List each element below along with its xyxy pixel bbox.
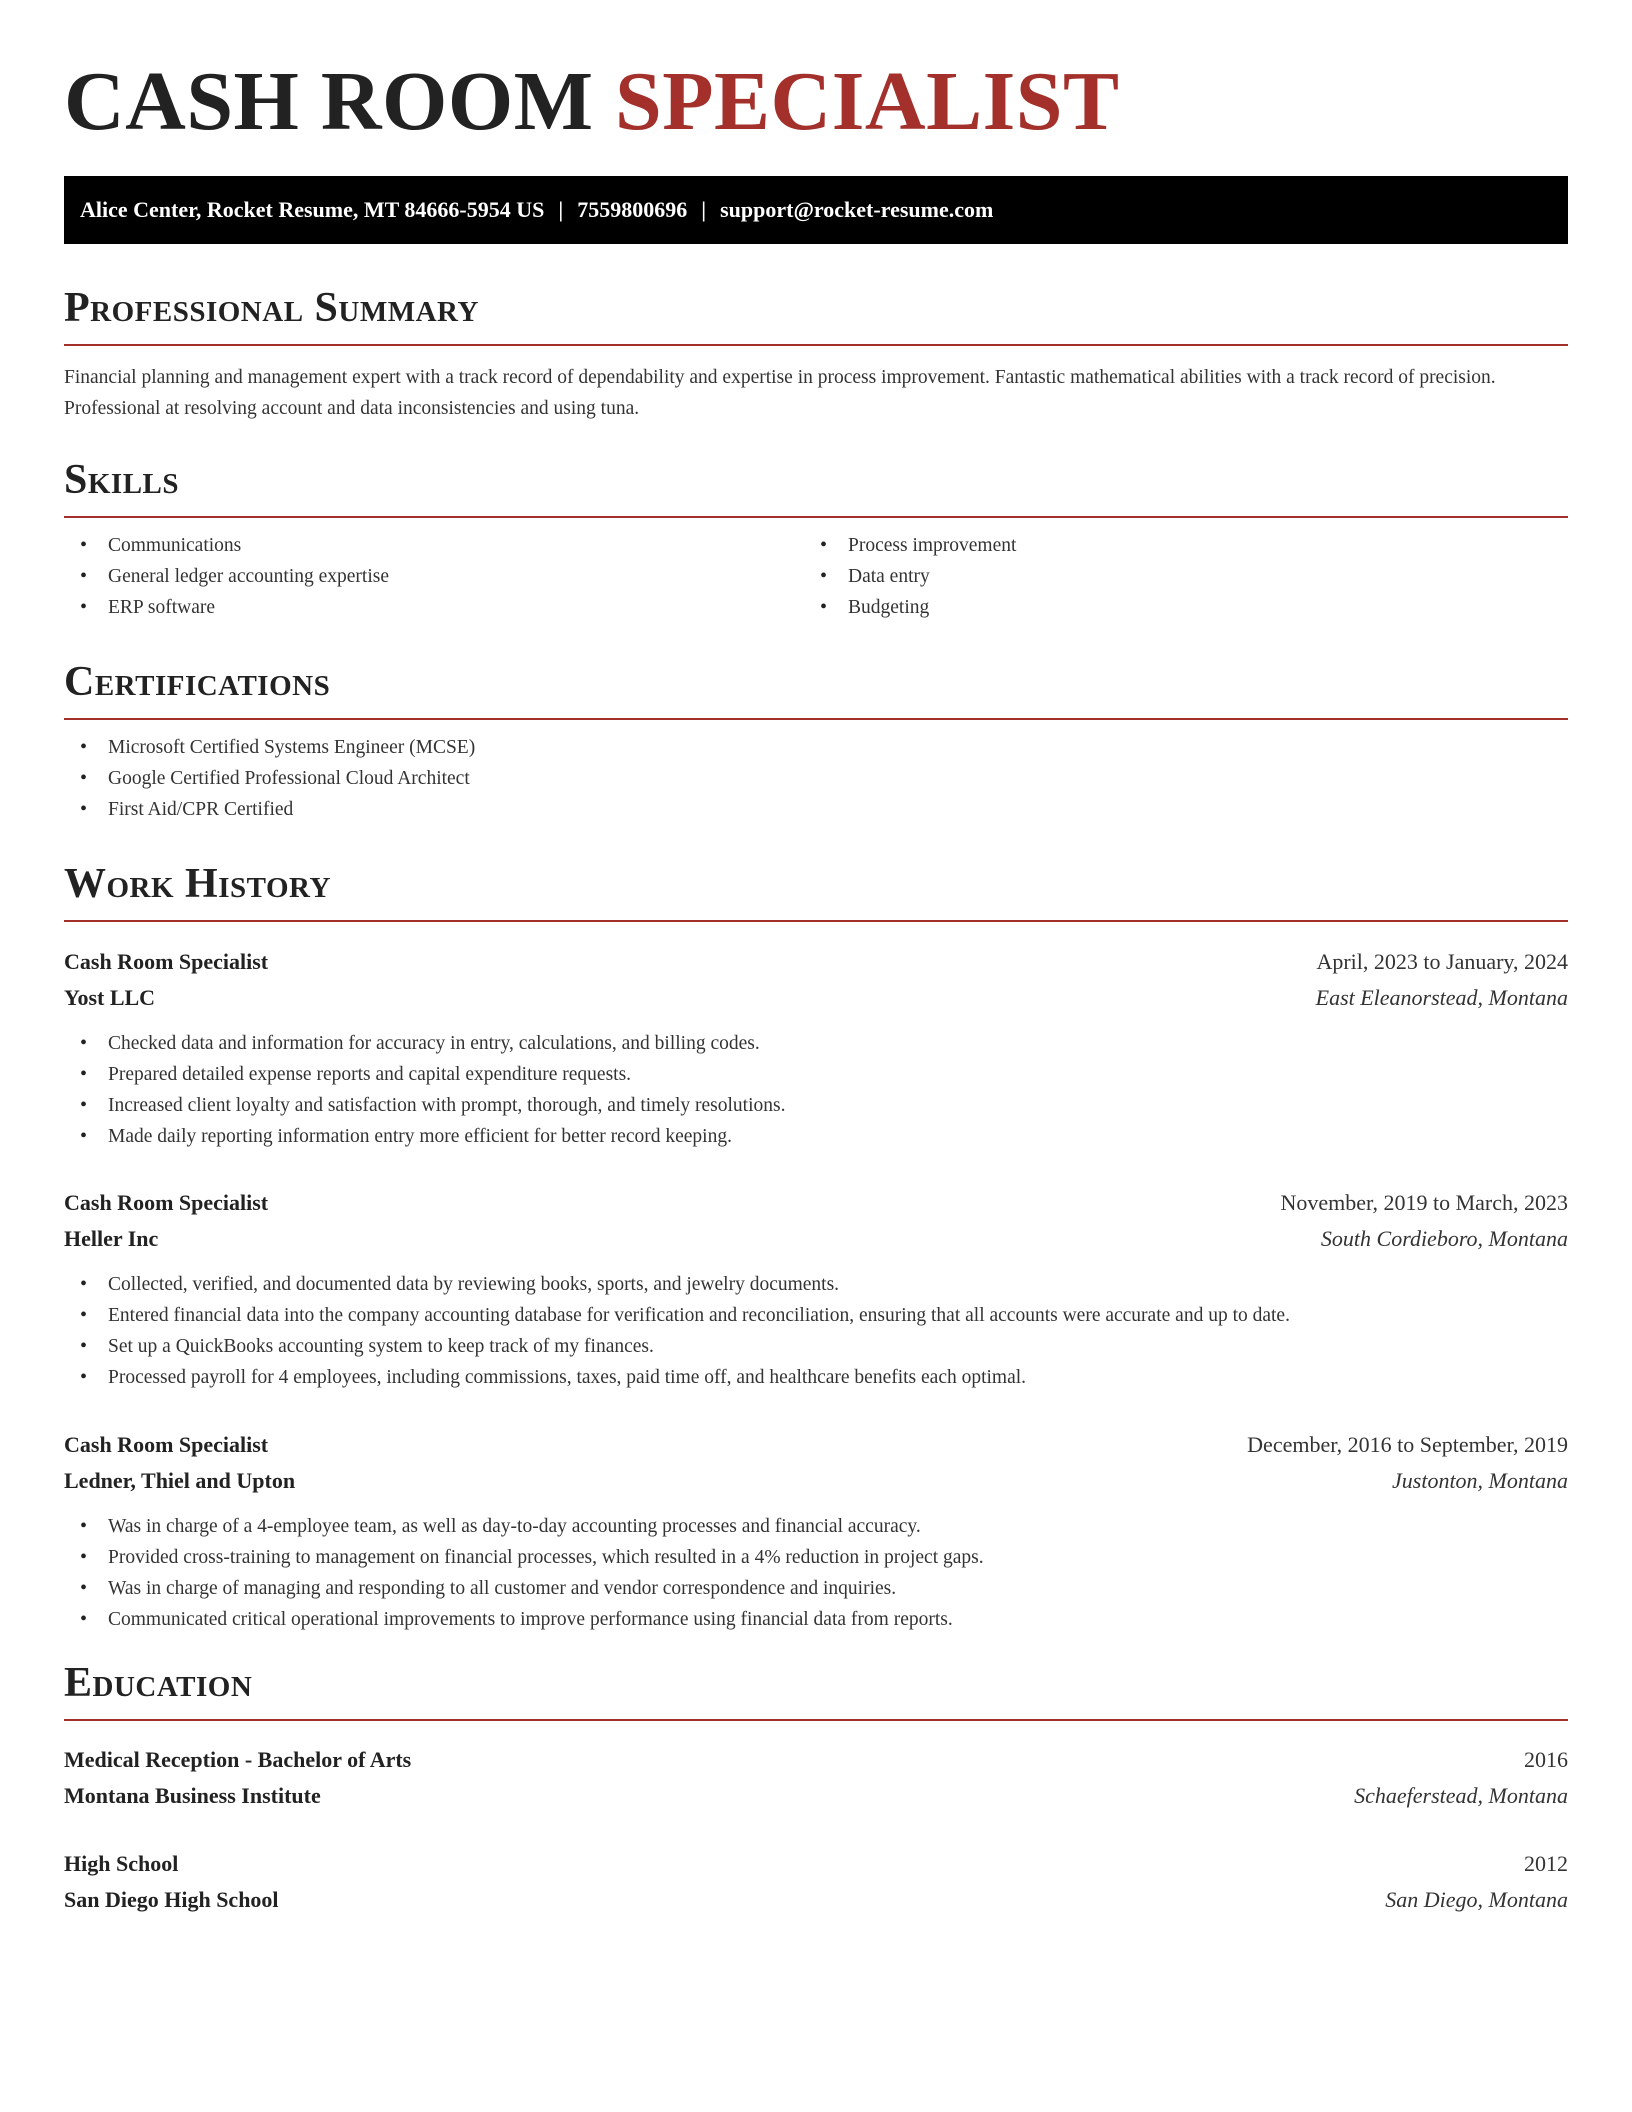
- section-heading: Professional Summary: [64, 285, 479, 331]
- edu-degree: High School: [64, 1851, 179, 1876]
- summary-text: Financial planning and management expert with a track record of dependability and expertise in process improvement. Fantastic mathematical abilities with a track record of precision. Professional at resolving account and data inconsistencies and using tuna.: [64, 367, 1496, 419]
- contact-email[interactable]: support@rocket-resume.com: [720, 197, 994, 222]
- edu-location: San Diego, Montana: [1385, 1887, 1568, 1912]
- job-entry: [64, 1427, 1568, 1635]
- list-item: • ERP software: [64, 592, 804, 623]
- skills-columns: [64, 518, 1568, 623]
- list-item: • Was in charge of a 4-employee team, as well as day-to-day accounting processes and financial accuracy.: [64, 1511, 1568, 1542]
- list-item: • Microsoft Certified Systems Engineer (MCSE): [64, 732, 1568, 763]
- list-item: • Checked data and information for accuracy in entry, calculations, and billing codes.: [64, 1028, 1568, 1059]
- job-title: Cash Room Specialist: [64, 1190, 269, 1215]
- section-divider: [64, 718, 1568, 720]
- list-item: • Communicated critical operational improvements to improve performance using financial data from reports.: [64, 1604, 1568, 1635]
- job-dates: December, 2016 to September, 2019: [1247, 1432, 1568, 1457]
- list-item: • Was in charge of managing and responding to all customer and vendor correspondence and inquiries.: [64, 1573, 1568, 1604]
- edu-school: San Diego High School: [64, 1887, 279, 1912]
- work-history-section: [64, 858, 1568, 922]
- list-item: • Provided cross-training to management on financial processes, which resulted in a 4% reduction in project gaps.: [64, 1542, 1568, 1573]
- job-row-company: [64, 1221, 1568, 1257]
- list-item: • Budgeting: [804, 592, 1544, 623]
- list-item: • Process improvement: [804, 530, 1544, 561]
- job-row-title: [64, 1185, 1568, 1221]
- job-company: Heller Inc: [64, 1226, 159, 1251]
- list-item: • Communications: [64, 530, 804, 561]
- edu-location: Schaeferstead, Montana: [1354, 1783, 1568, 1808]
- job-bullets: [64, 1269, 1568, 1393]
- section-heading: Certifications: [64, 659, 331, 705]
- resume-title: [64, 0, 1568, 176]
- job-title: Cash Room Specialist: [64, 1432, 269, 1457]
- edu-degree: Medical Reception - Bachelor of Arts: [64, 1747, 412, 1772]
- job-location: South Cordieboro, Montana: [1320, 1226, 1568, 1251]
- list-item: • First Aid/CPR Certified: [64, 794, 1568, 825]
- job-entry: [64, 1185, 1568, 1393]
- list-item: • Data entry: [804, 561, 1544, 592]
- edu-year: 2016: [1524, 1747, 1568, 1772]
- job-dates: November, 2019 to March, 2023: [1280, 1190, 1568, 1215]
- list-item: • Google Certified Professional Cloud Architect: [64, 763, 1568, 794]
- section-divider: [64, 344, 1568, 346]
- section-divider: [64, 1719, 1568, 1721]
- education-entry: [64, 1742, 1568, 1814]
- title-part-1: CASH ROOM: [64, 55, 594, 148]
- job-row-title: [64, 944, 1568, 980]
- edu-school: Montana Business Institute: [64, 1783, 321, 1808]
- education-section: [64, 1657, 1568, 1721]
- list-item: • General ledger accounting expertise: [64, 561, 804, 592]
- title-part-2: SPECIALIST: [615, 55, 1120, 148]
- edu-year: 2012: [1524, 1851, 1568, 1876]
- edu-row-degree: [64, 1742, 1568, 1778]
- list-item: • Prepared detailed expense reports and capital expenditure requests.: [64, 1059, 1568, 1090]
- job-bullets: [64, 1028, 1568, 1152]
- skills-list-right: [804, 530, 1544, 623]
- skills-section: [64, 454, 1568, 623]
- certifications-section: [64, 656, 1568, 825]
- section-heading: Education: [64, 1660, 253, 1706]
- list-item: • Collected, verified, and documented data by reviewing books, sports, and jewelry documents.: [64, 1269, 1568, 1300]
- list-item: • Entered financial data into the company accounting database for verification and reconciliation, ensuring that all accounts were accurate and up to date.: [64, 1300, 1568, 1331]
- edu-row-school: [64, 1778, 1568, 1814]
- edu-row-school: [64, 1882, 1568, 1918]
- contact-address: Alice Center, Rocket Resume, MT 84666-5954 US: [80, 197, 545, 222]
- section-heading: Skills: [64, 457, 180, 503]
- job-bullets: [64, 1511, 1568, 1635]
- job-row-company: [64, 1463, 1568, 1499]
- job-company: Ledner, Thiel and Upton: [64, 1468, 296, 1493]
- job-title: Cash Room Specialist: [64, 949, 269, 974]
- contact-phone: 7559800696: [577, 197, 688, 222]
- edu-row-degree: [64, 1846, 1568, 1882]
- job-company: Yost LLC: [64, 985, 156, 1010]
- job-entry: [64, 944, 1568, 1152]
- job-location: Justonton, Montana: [1392, 1468, 1568, 1493]
- list-item: • Increased client loyalty and satisfaction with prompt, thorough, and timely resolutions.: [64, 1090, 1568, 1121]
- contact-separator: |: [701, 197, 707, 222]
- job-location: East Eleanorstead, Montana: [1315, 985, 1568, 1010]
- section-heading: Work History: [64, 861, 331, 907]
- resume-page: [64, 0, 1568, 1912]
- list-item: • Set up a QuickBooks accounting system to keep track of my finances.: [64, 1331, 1568, 1362]
- contact-separator: |: [558, 197, 564, 222]
- list-item: • Made daily reporting information entry more efficient for better record keeping.: [64, 1121, 1568, 1152]
- skills-list-left: [64, 530, 804, 623]
- section-divider: [64, 920, 1568, 922]
- education-entry: [64, 1846, 1568, 1918]
- job-row-title: [64, 1427, 1568, 1463]
- summary-section: [64, 282, 1568, 424]
- list-item: • Processed payroll for 4 employees, including commissions, taxes, paid time off, and healthcare benefits each optimal.: [64, 1362, 1568, 1393]
- contact-bar: [64, 176, 1568, 244]
- job-row-company: [64, 980, 1568, 1016]
- job-dates: April, 2023 to January, 2024: [1316, 949, 1568, 974]
- certifications-list: [64, 732, 1568, 825]
